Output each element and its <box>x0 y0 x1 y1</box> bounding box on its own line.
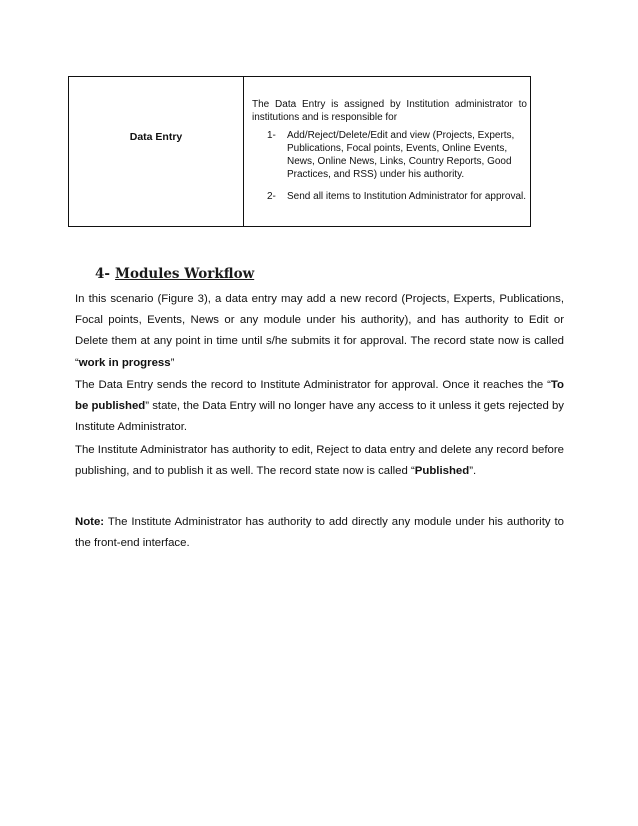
body-paragraph <box>75 289 564 374</box>
role-name-cell <box>69 77 244 226</box>
paragraph-text: In this scenario (Figure 3), a data entry may add a new record (Projects, Experts, Publications, Focal points, Events, News or any module under his authority), and has authority to Edit or Delete them at any point in time until s/he submits it for approval. The record state now is called “ <box>75 293 564 369</box>
section-heading <box>95 266 254 282</box>
paragraph-text: The Data Entry sends the record to Institute Administrator for approval. Once it reaches the “ <box>75 379 551 391</box>
responsibility-number: 2- <box>267 191 276 202</box>
role-table <box>68 76 531 227</box>
paragraph-text: ”. <box>469 465 477 478</box>
state-name: Published <box>414 465 470 478</box>
responsibility-text: Add/Reject/Delete/Edit and view (Projects, Experts, Publications, Focal points, Events, Online Events, News, Online News, Links, Country Reports, Good Practices, and RSS) under his authority. <box>287 130 515 180</box>
paragraph-text: The Institute Administrator has authority to edit, Reject to data entry and delete any record before publishing, and to publish it as well. The record state now is called “ <box>75 444 564 478</box>
responsibility-text: Send all items to Institution Administrator for approval. <box>287 191 527 202</box>
role-description-intro: The Data Entry is assigned by Institution administrator to institutions and is responsible for <box>252 99 527 123</box>
note-paragraph <box>75 512 564 554</box>
body-paragraph <box>75 375 564 439</box>
note-text: The Institute Administrator has authority to add directly any module under his authority to the front-end interface. <box>75 516 564 550</box>
body-paragraph <box>75 440 564 482</box>
paragraph-text: ” state, the Data Entry will no longer have any access to it unless it gets rejected by Institute Administrator. <box>75 400 564 434</box>
section-number: 4- <box>95 266 110 282</box>
role-description-cell <box>245 77 530 226</box>
note-label: Note: <box>75 516 105 528</box>
state-name: To be published <box>75 379 564 413</box>
responsibility-number: 1- <box>267 130 276 141</box>
section-title: Modules Workflow <box>115 266 255 282</box>
state-name: work in progress <box>78 356 171 369</box>
paragraph-text: ” <box>170 356 175 369</box>
role-name: Data Entry <box>129 131 183 143</box>
